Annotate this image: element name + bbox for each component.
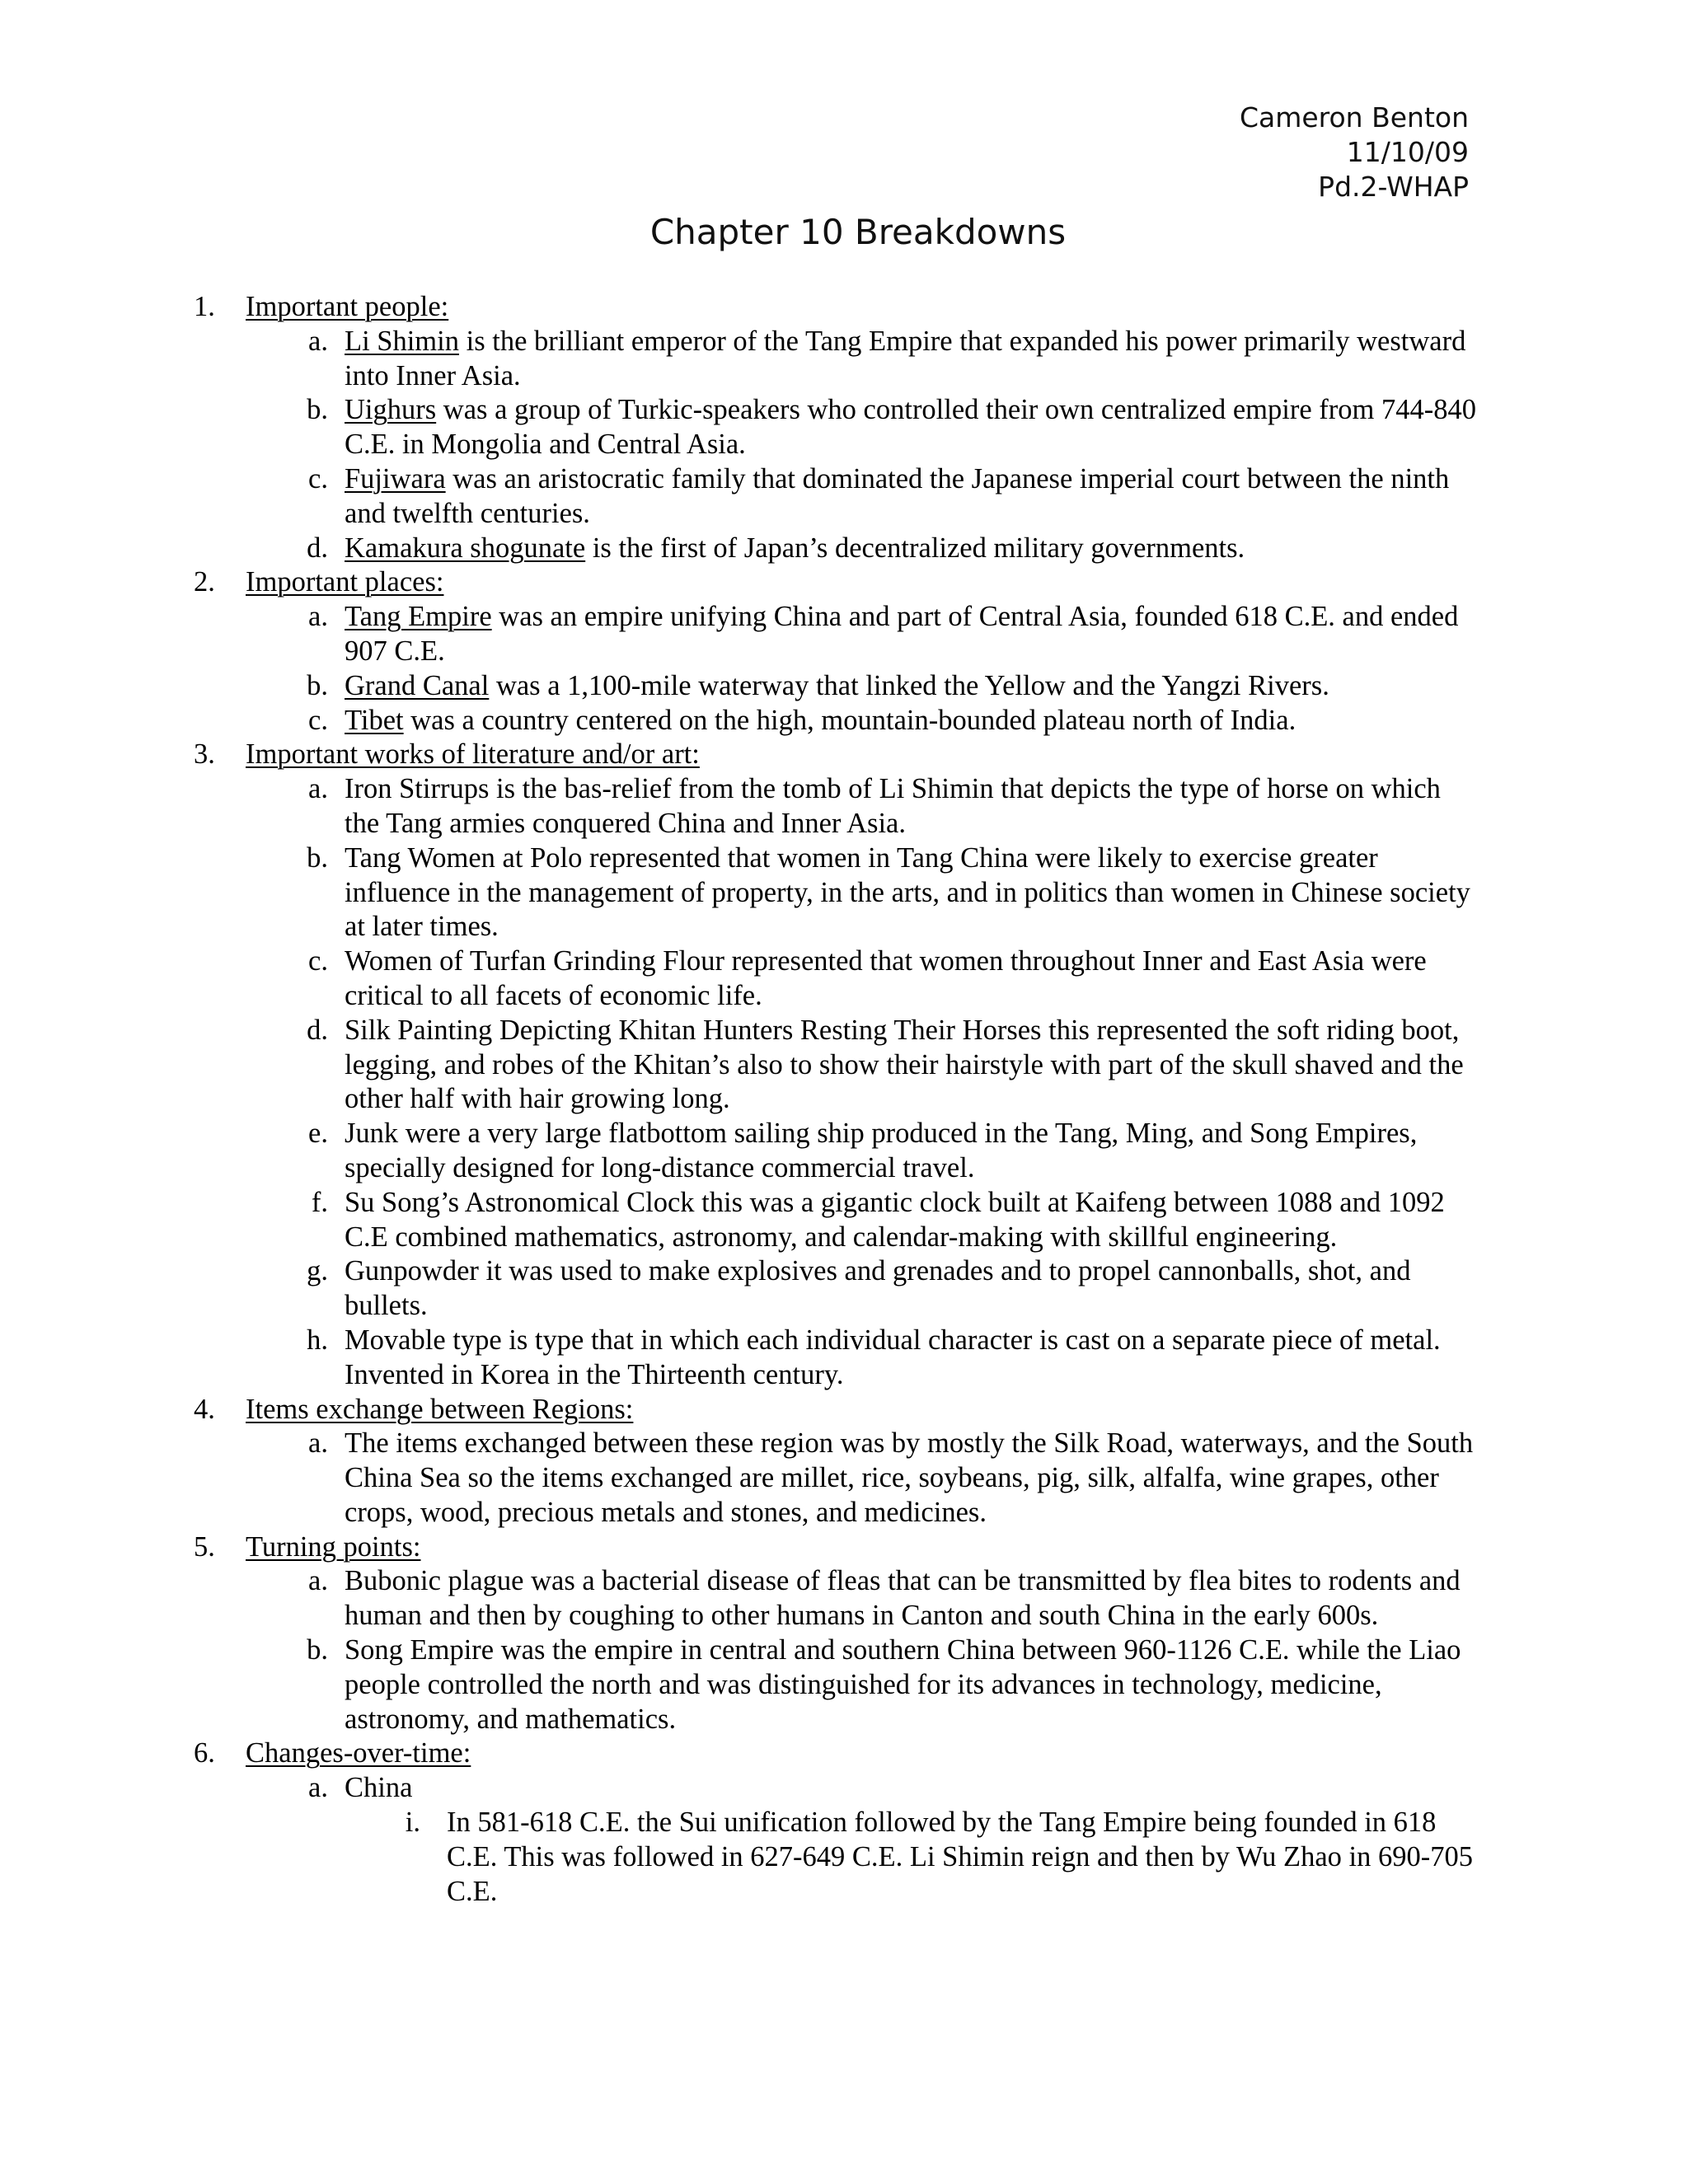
outline-item (0, 462, 1480, 532)
item-text: Women of Turfan Grinding Flour represented that women throughout Inner and East Asia were critical to all facets of economic life. (345, 945, 1427, 1011)
outline-item (0, 841, 1480, 944)
section-heading: Important places: (246, 566, 444, 598)
item-text: Gunpowder it was used to make explosives and grenades and to propel cannonballs, shot, and bullets. (345, 1255, 1411, 1322)
section-heading: Important works of literature and/or art: (246, 738, 700, 771)
outline-item (0, 944, 1480, 1014)
outline-subitem (0, 1806, 1484, 1909)
outline-item (0, 1564, 1480, 1633)
item-letter: e. (308, 1118, 328, 1150)
item-letter: g. (307, 1255, 328, 1287)
document-header (1240, 101, 1469, 204)
section-heading: Changes-over-time: (246, 1737, 471, 1769)
outline-list (0, 290, 1688, 1909)
section-number: 4. (194, 1393, 215, 1425)
outline-item (0, 600, 1480, 669)
item-text: China (345, 1772, 413, 1804)
item-text: Bubonic plague was a bacterial disease of fleas that can be transmitted by flea bites to rodents and human and then by coughing to other humans in Canton and south China in the early 600s. (345, 1565, 1461, 1632)
outline-section (0, 290, 1688, 565)
item-text: Su Song’s Astronomical Clock this was a gigantic clock built at Kaifeng between 1088 and 1092 C.E combined mathematics, astronomy, and calendar-making with skillful engineering. (345, 1186, 1445, 1253)
item-letter: c. (308, 462, 328, 494)
item-term: Uighurs (345, 394, 437, 426)
item-letter: b. (307, 841, 328, 874)
subitem-text: In 581-618 C.E. the Sui unification followed by the Tang Empire being founded in 618 C.E. This was followed in 627-649 C.E. Li Shimin reign and then by Wu Zhao in 690-705 C.E. (447, 1807, 1473, 1907)
outline-item (0, 1771, 1480, 1909)
section-number: 2. (194, 566, 215, 598)
outline-section (0, 738, 1688, 1392)
section-items (246, 772, 1688, 1392)
item-term: Tang Empire (345, 601, 492, 633)
document-body (0, 290, 1688, 1909)
item-text: Tang Women at Polo represented that women in Tang China were likely to exercise greater influence in the management of property, in the arts, and in politics than women in Chinese society at later times. (345, 841, 1470, 943)
outline-item (0, 1117, 1480, 1186)
item-letter: a. (308, 325, 328, 357)
class-period: Pd.2-WHAP (1318, 171, 1469, 203)
item-text: Silk Painting Depicting Khitan Hunters Resting Their Horses this represented the soft riding boot, legging, and robes of the Khitan’s also to show their hairstyle with part of the skull shaved and the other half with hair growing long. (345, 1014, 1464, 1115)
outline-item (0, 1324, 1480, 1393)
item-letter: b. (307, 1634, 328, 1666)
item-text: is the first of Japan’s decentralized military governments. (585, 532, 1245, 564)
section-items (246, 1771, 1688, 1909)
section-number: 3. (194, 738, 215, 771)
item-text: The items exchanged between these region was by mostly the Silk Road, waterways, and the South China Sea so the items exchanged are millet, rice, soybeans, pig, silk, alfalfa, wine grapes, other crops, wood, precious metals and stones, and medicines. (345, 1427, 1474, 1528)
outline-section (0, 1393, 1688, 1530)
item-text: was a country centered on the high, mountain-bounded plateau north of India. (403, 704, 1296, 736)
outline-item (0, 669, 1480, 704)
document-title: Chapter 10 Breakdowns (649, 212, 1067, 252)
item-text: was a 1,100-mile waterway that linked the Yellow and the Yangzi Rivers. (489, 669, 1329, 701)
item-term: Tibet (345, 704, 404, 736)
document-date: 11/10/09 (1346, 136, 1469, 168)
outline-item (0, 325, 1480, 394)
section-number: 1. (194, 291, 215, 322)
section-items (246, 1427, 1688, 1530)
item-letter: b. (307, 394, 328, 426)
item-text: Iron Stirrups is the bas-relief from the tomb of Li Shimin that depicts the type of horse on which the Tang armies conquered China and Inner Asia. (345, 773, 1441, 839)
item-text: was an aristocratic family that dominated the Japanese imperial court between the ninth and twelfth centuries. (345, 462, 1450, 529)
outline-item (0, 1014, 1480, 1117)
item-text: was a group of Turkic-speakers who controlled their own centralized empire from 744-840 C.E. in Mongolia and Central Asia. (345, 394, 1476, 461)
item-letter: c. (308, 945, 328, 977)
section-number: 5. (194, 1530, 215, 1563)
item-letter: a. (308, 773, 328, 805)
section-items (246, 1564, 1688, 1736)
item-letter: a. (308, 1772, 328, 1804)
outline-section (0, 1530, 1688, 1737)
item-text: was an empire unifying China and part of Central Asia, founded 618 C.E. and ended 907 C.E. (345, 601, 1459, 667)
author-name: Cameron Benton (1239, 101, 1469, 134)
sub-items (345, 1806, 1480, 1909)
section-heading: Important people: (246, 291, 449, 322)
item-text: is the brilliant emperor of the Tang Empire that expanded his power primarily westward into Inner Asia. (345, 325, 1466, 391)
outline-item (0, 532, 1480, 566)
item-text: Junk were a very large flatbottom sailing ship produced in the Tang, Ming, and Song Empires, specially designed for long-distance commercial travel. (345, 1118, 1418, 1183)
item-letter: b. (307, 669, 328, 701)
item-letter: a. (308, 1565, 328, 1597)
item-letter: h. (307, 1324, 328, 1356)
item-letter: c. (308, 704, 328, 736)
section-number: 6. (194, 1737, 215, 1769)
section-items (246, 600, 1688, 738)
item-letter: a. (308, 1427, 328, 1460)
section-items (246, 325, 1688, 566)
item-letter: d. (307, 1014, 328, 1046)
outline-item (0, 704, 1480, 738)
outline-section (0, 565, 1688, 738)
item-letter: d. (307, 532, 328, 564)
outline-section (0, 1736, 1688, 1909)
outline-item (0, 772, 1480, 841)
item-term: Kamakura shogunate (345, 532, 586, 564)
outline-item (0, 1254, 1480, 1324)
outline-item (0, 393, 1480, 462)
item-text: Song Empire was the empire in central and southern China between 960-1126 C.E. while the Liao people controlled the north and was distinguished for its advances in technology, medicine, astronomy, and mathematics. (345, 1634, 1461, 1735)
item-term: Li Shimin (345, 325, 459, 357)
section-heading: Items exchange between Regions: (246, 1393, 634, 1425)
section-heading: Turning points: (246, 1530, 421, 1563)
item-term: Grand Canal (345, 669, 490, 701)
outline-item (0, 1427, 1480, 1530)
item-term: Fujiwara (345, 462, 446, 494)
outline-item (0, 1633, 1480, 1736)
item-letter: a. (308, 601, 328, 633)
item-letter: f. (311, 1186, 328, 1218)
item-text: Movable type is type that in which each individual character is cast on a separate piece of metal. Invented in Korea in the Thirteenth century. (345, 1324, 1441, 1390)
outline-item (0, 1186, 1480, 1255)
subitem-numeral: i. (405, 1807, 420, 1839)
